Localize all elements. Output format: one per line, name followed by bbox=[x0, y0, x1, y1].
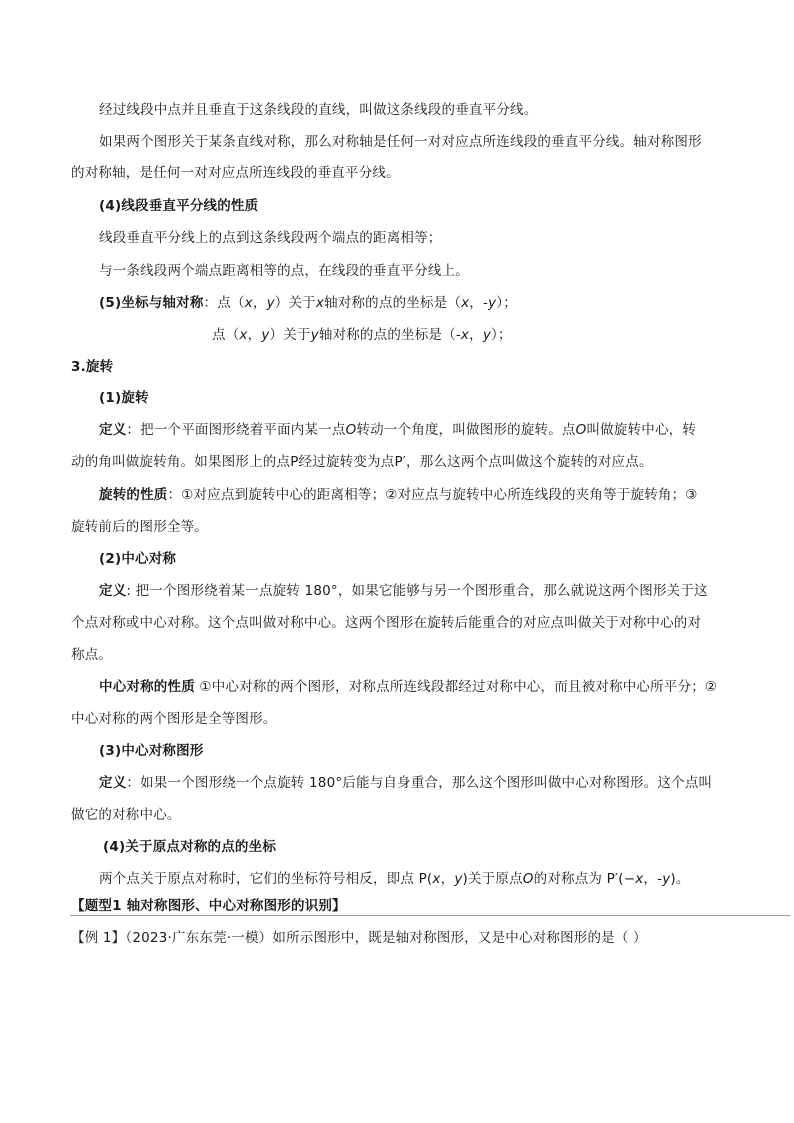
heading-origin-symmetry: (4)关于原点对称的点的坐标 bbox=[103, 839, 277, 855]
heading-rotation: (1)旋转 bbox=[99, 390, 149, 406]
heading-bisector-property: (4)线段垂直平分线的性质 bbox=[99, 198, 259, 214]
central-symmetry-property-line-2: 中心对称的两个图形是全等图形。 bbox=[71, 711, 277, 727]
coordinate-axis-symmetry-line-1: (5)坐标与轴对称：点（x，y）关于x轴对称的点的坐标是（x，-y）； bbox=[99, 295, 517, 311]
rotation-property-line-1: 旋转的性质：①对应点到旋转中心的距离相等；②对应点与旋转中心所连线段的夹角等于旋转角；③ bbox=[99, 487, 698, 503]
bisector-property-line-2: 与一条线段两个端点距离相等的点，在线段的垂直平分线上。 bbox=[99, 263, 469, 279]
heading-central-symmetry: (2)中心对称 bbox=[99, 551, 177, 567]
heading-coordinate-axis-symmetry: (5)坐标与轴对称 bbox=[99, 295, 204, 311]
paragraph-perpendicular-bisector-def: 经过线段中点并且垂直于这条线段的直线，叫做这条线段的垂直平分线。 bbox=[99, 102, 538, 118]
example-question: 【例 1】（2023·广东东莞·一模）如所示图形中，既是轴对称图形，又是中心对称图形的是（ ） bbox=[71, 930, 647, 946]
heading-central-symmetric-figure: (3)中心对称图形 bbox=[99, 743, 204, 759]
question-type-tag: 【题型1 轴对称图形、中心对称图形的识别】 bbox=[71, 898, 346, 914]
central-symmetry-def-line-1: 定义: 把一个图形绕着某一点旋转 180°，如果它能够与另一个图形重合，那么就说这两个图形关于这 bbox=[99, 583, 708, 599]
central-figure-def-line-1: 定义：如果一个图形绕一个点旋转 180°后能与自身重合，那么这个图形叫做中心对称图形。这个点叫 bbox=[99, 775, 713, 791]
rotation-property-line-2: 旋转前后的图形全等。 bbox=[71, 519, 208, 535]
bisector-property-line-1: 线段垂直平分线上的点到这条线段两个端点的距离相等； bbox=[99, 230, 442, 246]
origin-symmetry-line: 两个点关于原点对称时，它们的坐标符号相反，即点 P(x，y)关于原点O的对称点为 P′(−x，-y)。 bbox=[99, 871, 690, 887]
central-symmetry-def-line-3: 称点。 bbox=[71, 647, 113, 663]
rotation-definition-line-2: 动的角叫做旋转角。如果图形上的点P经过旋转变为点P′，那么这两个点叫做这个旋转的对应点。 bbox=[71, 454, 653, 470]
central-symmetry-def-line-2: 个点对称或中心对称。这个点叫做对称中心。这两个图形在旋转后能重合的对应点叫做关于对称中心的对 bbox=[71, 615, 702, 631]
paragraph-axis-line-1: 如果两个图形关于某条直线对称，那么对称轴是任何一对对应点所连线段的垂直平分线。轴对称图形 bbox=[99, 134, 702, 150]
central-figure-def-line-2: 做它的对称中心。 bbox=[71, 807, 181, 823]
section-title-rotation: 3.旋转 bbox=[71, 359, 114, 375]
paragraph-axis-line-2: 的对称轴，是任何一对对应点所连线段的垂直平分线。 bbox=[71, 165, 400, 181]
coordinate-axis-symmetry-line-2: 点（x，y）关于y轴对称的点的坐标是（-x，y）； bbox=[212, 327, 512, 343]
rotation-definition-line-1: 定义：把一个平面图形绕着平面内某一点O转动一个角度，叫做图形的旋转。点O叫做旋转中心，转 bbox=[99, 422, 697, 438]
central-symmetry-property-line-1: 中心对称的性质 ①中心对称的两个图形，对称点所连线段都经过对称中心，而且被对称中心所平分；② bbox=[99, 679, 718, 695]
